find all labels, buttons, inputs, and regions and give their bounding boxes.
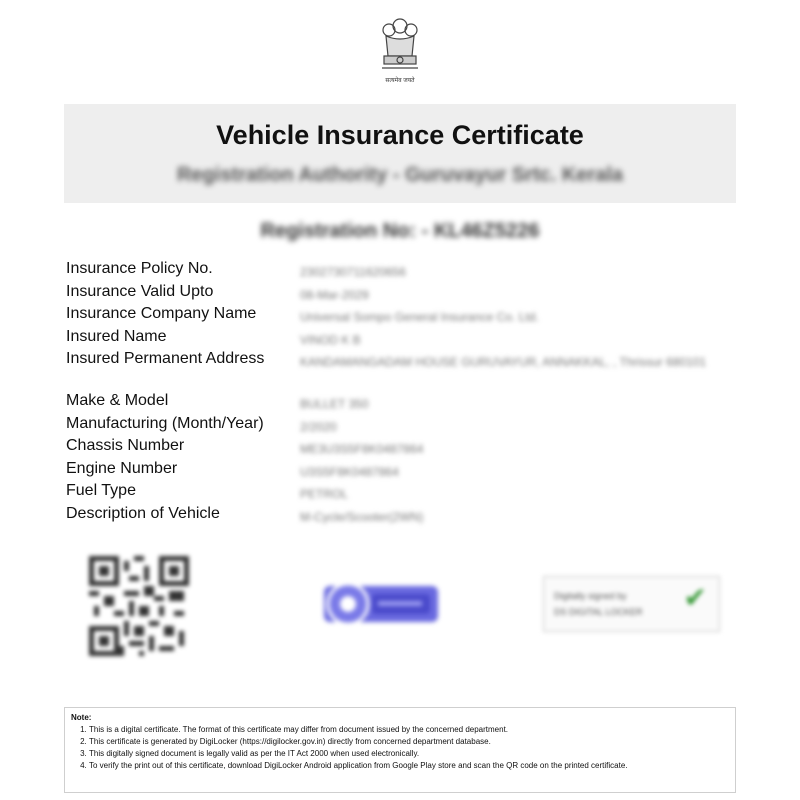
qr-code-icon (89, 556, 189, 656)
note-item: 2. This certificate is generated by DigiLocker (https://digilocker.gov.in) directly from concerned department database. (89, 736, 729, 748)
field-row-fuel (66, 482, 746, 505)
field-value: Universal Sompo General Insurance Co. Ltd. (300, 310, 539, 324)
field-label: Insurance Policy No. (66, 260, 213, 277)
note-item: 4. To verify the print out of this certificate, download DigiLocker Android application from Google Play store and scan the QR code on the printed certificate. (89, 760, 729, 772)
field-value: KANDAMANGADAM HOUSE GURUVAYUR, ANNAKKAL, , Thrissur 680101 (300, 355, 707, 369)
national-emblem-icon (372, 8, 428, 86)
field-value: 08-Mar-2029 (300, 287, 369, 302)
field-label: Make & Model (66, 392, 169, 409)
field-label: Chassis Number (66, 437, 185, 454)
field-value: 2/2020 (300, 419, 337, 434)
field-label: Insurance Valid Upto (66, 282, 214, 300)
certificate-fields (66, 260, 746, 527)
field-value: M-Cycle/Scooter(2WN) (300, 509, 424, 524)
page-title: Vehicle Insurance Certificate (216, 120, 584, 150)
field-row-insured-name (66, 328, 746, 351)
field-label: Description of Vehicle (66, 504, 220, 522)
field-value: PETROL (300, 487, 349, 501)
field-label: Engine Number (66, 459, 178, 477)
note-item: 3. This digitally signed document is legally valid as per the IT Act 2000 when used electronically. (89, 748, 729, 760)
field-value: ME3U3S5F8K0487864 (300, 442, 424, 456)
field-label: Insurance Company Name (66, 305, 257, 322)
field-row-address (66, 350, 746, 392)
digilocker-logo-icon (322, 578, 440, 630)
field-row-engine (66, 460, 746, 483)
field-row-policy-no (66, 260, 746, 283)
note-box (64, 707, 736, 793)
field-row-chassis (66, 437, 746, 460)
field-row-company (66, 305, 746, 328)
field-value: BULLET 350 (300, 397, 369, 411)
note-title: Note: (71, 713, 92, 722)
green-check-icon: ✔ (683, 582, 707, 613)
signature-line-1: Digitally signed by (554, 591, 627, 601)
digital-signature (543, 576, 720, 632)
emblem-motto: सत्यमेव जयते (385, 78, 415, 84)
field-row-make-model (66, 392, 746, 415)
field-label: Fuel Type (66, 482, 136, 499)
signature-line-2: DS DIGITAL LOCKER (554, 607, 643, 617)
field-label: Manufacturing (Month/Year) (66, 414, 264, 432)
field-value: U3S5F8K0487864 (300, 464, 399, 479)
field-value: VINOD K B (300, 332, 361, 347)
registration-authority: Registration Authority - Guruvayur Srtc. Kerala (176, 164, 623, 186)
field-value: 2302730711620656 (300, 265, 406, 279)
field-label: Insured Name (66, 327, 167, 345)
note-list (71, 724, 729, 772)
field-row-manufacturing (66, 415, 746, 438)
field-row-valid-upto (66, 283, 746, 306)
header-band (64, 104, 736, 203)
field-row-description (66, 505, 746, 528)
field-label: Insured Permanent Address (66, 350, 265, 367)
note-item: 1. This is a digital certificate. The format of this certificate may differ from document issued by the concerned department. (89, 724, 729, 736)
registration-number: Registration No: - KL46Z5226 (260, 220, 540, 242)
